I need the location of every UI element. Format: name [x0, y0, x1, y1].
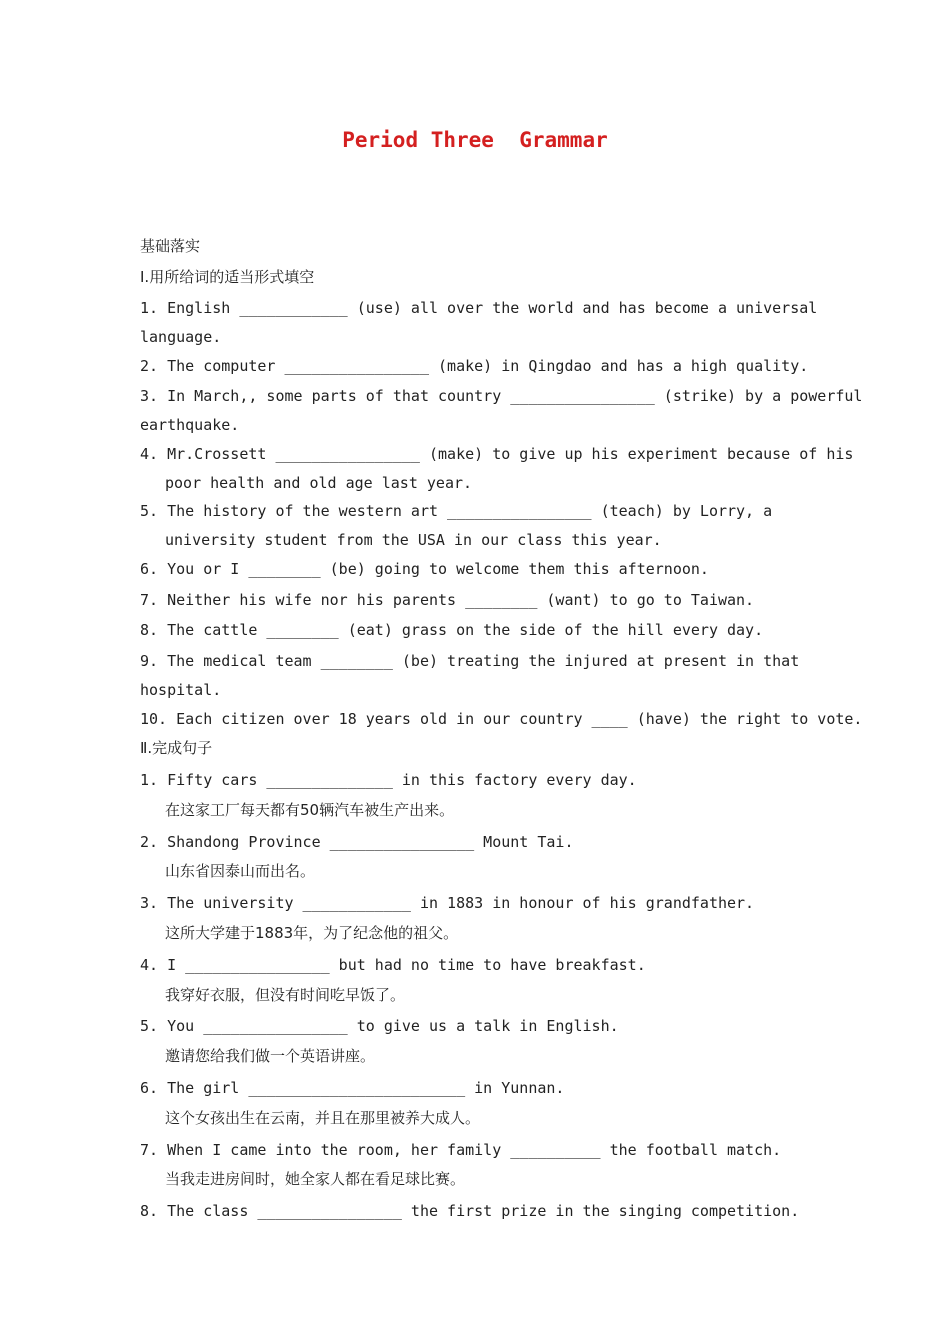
exercise-line: 7. Neither his wife nor his parents ________ (want) to go to Taiwan.	[140, 591, 755, 609]
exercise-line: university student from the USA in our class this year.	[165, 531, 662, 549]
exercise-line: 4. Mr.Crossett ________________ (make) to give up his experiment because of his	[140, 445, 854, 463]
sentence-cn: 我穿好衣服，但没有时间吃早饭了。	[165, 986, 406, 1004]
sentence-en: 4. I ________________ but had no time to have breakfast.	[140, 956, 646, 974]
exercise-line: 5. The history of the western art ________________ (teach) by Lorry, a	[140, 502, 773, 520]
part2-heading: Ⅱ.完成句子	[140, 739, 213, 757]
sentence-cn: 山东省因泰山而出名。	[165, 862, 316, 880]
sentence-en: 5. You ________________ to give us a talk in English.	[140, 1017, 619, 1035]
exercise-line: 9. The medical team ________ (be) treating the injured at present in that	[140, 652, 800, 670]
exercise-line: 10. Each citizen over 18 years old in our country ____ (have) the right to vote.	[140, 710, 863, 728]
sentence-en: 2. Shandong Province ________________ Mount Tai.	[140, 833, 574, 851]
exercise-line: earthquake.	[140, 416, 240, 434]
sentence-en: 1. Fifty cars ______________ in this factory every day.	[140, 771, 637, 789]
exercise-line: 3. In March,, some parts of that country ________________ (strike) by a powerful	[140, 387, 863, 405]
exercise-line: 8. The cattle ________ (eat) grass on the side of the hill every day.	[140, 621, 764, 639]
sentence-en: 3. The university ____________ in 1883 in honour of his grandfather.	[140, 894, 755, 912]
section-label: 基础落实	[140, 237, 201, 255]
exercise-line: hospital.	[140, 681, 222, 699]
exercise-line: poor health and old age last year.	[165, 474, 473, 492]
sentence-cn: 在这家工厂每天都有50辆汽车被生产出来。	[165, 801, 455, 819]
sentence-cn: 这个女孩出生在云南，并且在那里被养大成人。	[165, 1109, 481, 1127]
exercise-line: 2. The computer ________________ (make) in Qingdao and has a high quality.	[140, 357, 809, 375]
part1-heading: Ⅰ.用所给词的适当形式填空	[140, 268, 315, 286]
exercise-line: language.	[140, 328, 222, 346]
page-title: Period Three Grammar	[342, 128, 608, 152]
sentence-cn: 当我走进房间时，她全家人都在看足球比赛。	[165, 1170, 466, 1188]
sentence-en: 7. When I came into the room, her family __________ the football match.	[140, 1141, 782, 1159]
sentence-en: 6. The girl ________________________ in Yunnan.	[140, 1079, 565, 1097]
sentence-cn: 这所大学建于1883年，为了纪念他的祖父。	[165, 924, 459, 942]
sentence-cn: 邀请您给我们做一个英语讲座。	[165, 1047, 376, 1065]
exercise-line: 6. You or I ________ (be) going to welcome them this afternoon.	[140, 560, 709, 578]
exercise-line: 1. English ____________ (use) all over the world and has become a universal	[140, 299, 818, 317]
sentence-en: 8. The class ________________ the first prize in the singing competition.	[140, 1202, 800, 1220]
